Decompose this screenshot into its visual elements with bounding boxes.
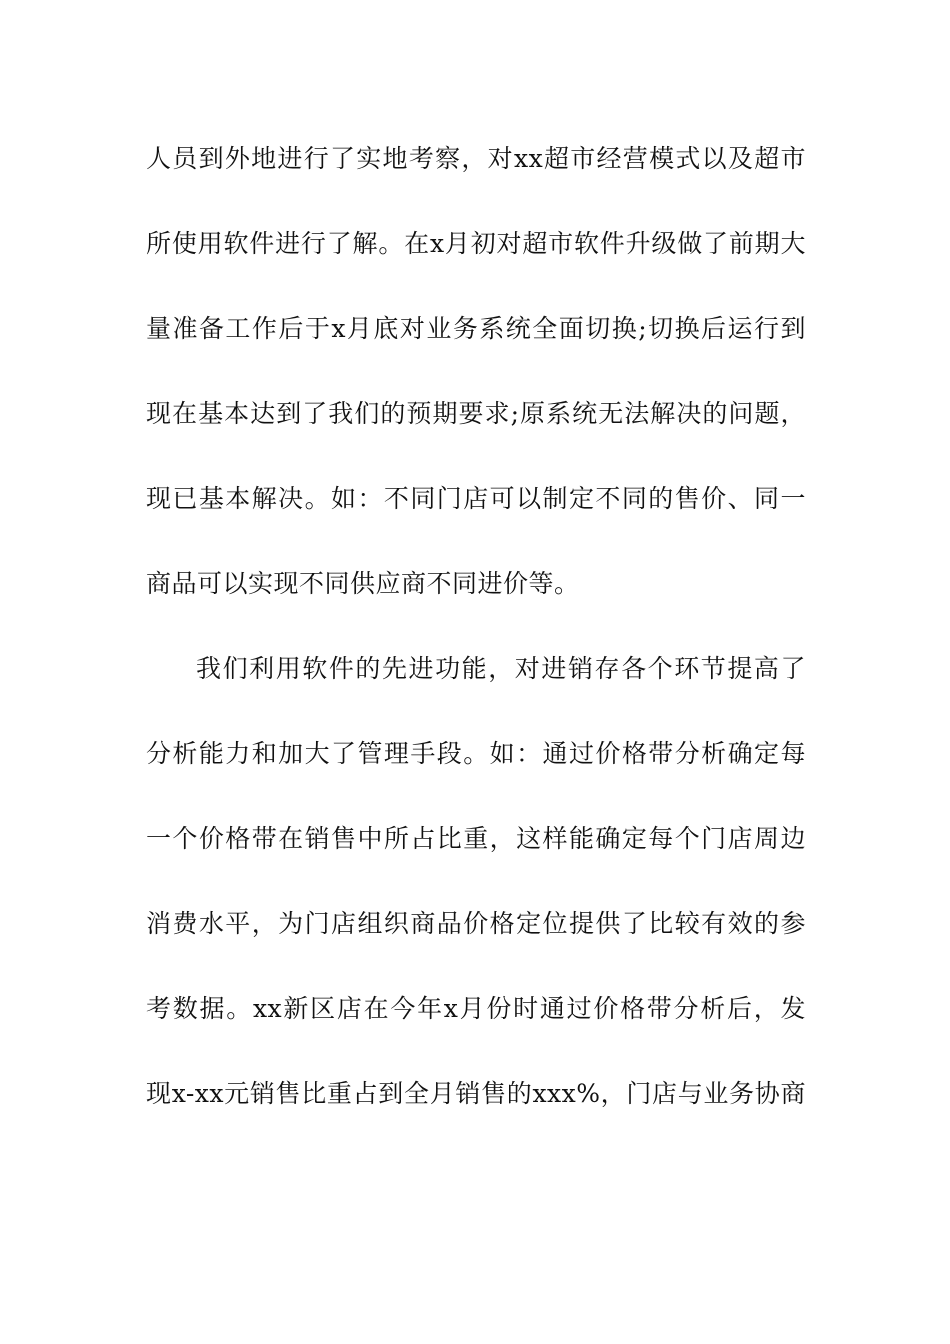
paragraph-2-line: 一个价格带在销售中所占比重，这样能确定每个门店周边 <box>146 824 806 853</box>
paragraph-1 <box>146 116 806 626</box>
paragraph-2-line: 消费水平，为门店组织商品价格定位提供了比较有效的参 <box>146 909 806 938</box>
paragraph-2-line: 现x-xx元销售比重占到全月销售的xxx%，门店与业务协商 <box>146 1079 806 1108</box>
paragraph-2-line: 考数据。xx新区店在今年x月份时通过价格带分析后，发 <box>146 994 806 1023</box>
paragraph-1-line: 人员到外地进行了实地考察，对xx超市经营模式以及超市 <box>146 144 806 173</box>
paragraph-2-line: 我们利用软件的先进功能，对进销存各个环节提高了 <box>196 654 806 683</box>
paragraph-1-line: 商品可以实现不同供应商不同进价等。 <box>146 569 580 598</box>
paragraph-1-line: 量准备工作后于x月底对业务系统全面切换;切换后运行到 <box>146 314 806 343</box>
paragraph-1-line: 所使用软件进行了解。在x月初对超市软件升级做了前期大 <box>146 229 806 258</box>
paragraph-2 <box>146 626 806 1136</box>
paragraph-2-line: 分析能力和加大了管理手段。如：通过价格带分析确定每 <box>146 739 806 768</box>
paragraph-1-line: 现在基本达到了我们的预期要求;原系统无法解决的问题， <box>146 399 806 428</box>
paragraph-1-line: 现已基本解决。如：不同门店可以制定不同的售价、同一 <box>146 484 806 513</box>
